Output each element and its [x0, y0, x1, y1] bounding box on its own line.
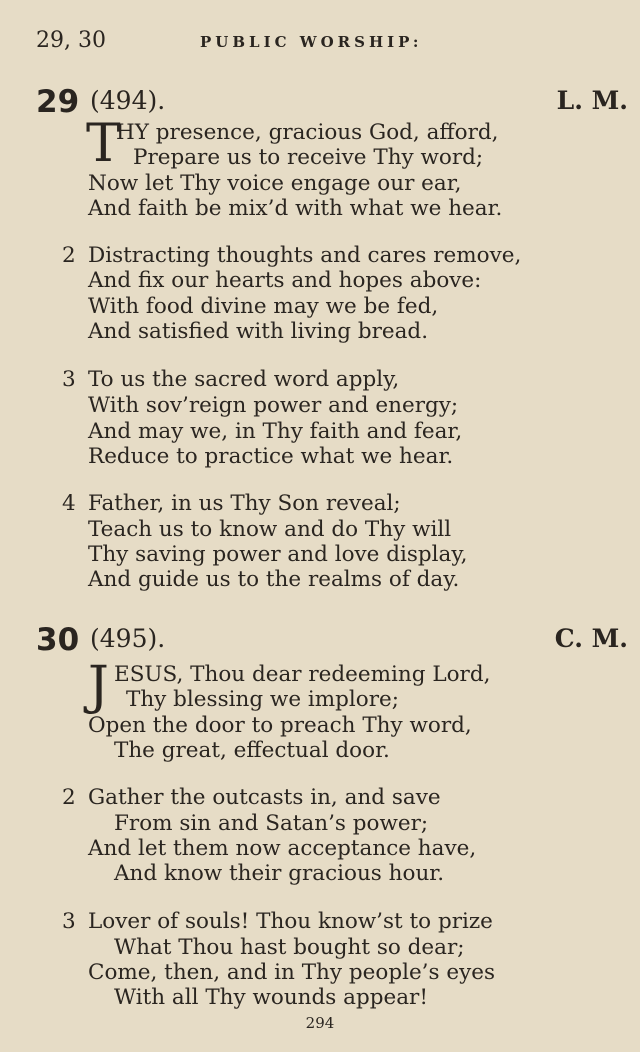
hymn-meter: C. M. — [554, 624, 628, 653]
verse-line: And may we, in Thy faith and fear, — [88, 419, 463, 444]
verse-number: 2 — [62, 243, 76, 268]
verse-line: From sin and Satan’s power; — [114, 811, 429, 836]
verse-line: Lover of souls! Thou know’st to prize — [88, 909, 493, 934]
verse-line: Teach us to know and do Thy will — [88, 517, 452, 542]
hymn-alt-number: (495). — [90, 624, 166, 653]
verse-line: Gather the outcasts in, and save — [88, 785, 441, 810]
hymn-meter: L. M. — [556, 86, 628, 115]
verse-line: With food divine may we be fed, — [88, 294, 439, 319]
verse-line: What Thou hast bought so dear; — [114, 935, 465, 960]
verse-line: And fix our hearts and hopes above: — [88, 268, 482, 293]
verse-line: Father, in us Thy Son reveal; — [88, 491, 401, 516]
verse-number: 3 — [62, 909, 76, 934]
page-number: 294 — [305, 1014, 335, 1032]
verse-line: Come, then, and in Thy people’s eyes — [88, 960, 496, 985]
verse-line: Prepare us to receive Thy word; — [133, 145, 484, 170]
running-head-title: PUBLIC WORSHIP: — [200, 33, 423, 51]
verse-number: 3 — [62, 367, 76, 392]
verse-line: ESUS, Thou dear redeeming Lord, — [114, 662, 491, 687]
hymn-number: 30 — [36, 622, 80, 658]
running-head-numbers: 29, 30 — [36, 28, 106, 53]
verse-line: With sov’reign power and energy; — [88, 393, 459, 418]
verse-line: Thy blessing we implore; — [126, 687, 399, 712]
verse-line: Thy saving power and love display, — [88, 542, 468, 567]
verse-line: With all Thy wounds appear! — [114, 985, 428, 1010]
verse-line: And satisfied with living bread. — [88, 319, 429, 344]
hymn-heading — [36, 622, 630, 658]
drop-cap: T — [86, 114, 121, 174]
verse-line: And let them now acceptance have, — [88, 836, 477, 861]
verse-line: The great, effectual door. — [114, 738, 390, 763]
verse-number: 2 — [62, 785, 76, 810]
hymn-number: 29 — [36, 84, 80, 120]
verse-line: Open the door to preach Thy word, — [88, 713, 472, 738]
hymn-heading — [36, 84, 630, 120]
verse-number: 4 — [62, 491, 76, 516]
verse-line: To us the sacred word apply, — [88, 367, 400, 392]
verse-line: And guide us to the realms of day. — [88, 567, 460, 592]
verse-line: HY presence, gracious God, afford, — [116, 120, 499, 145]
drop-cap: J — [88, 656, 109, 716]
verse-line: Reduce to practice what we hear. — [88, 444, 454, 469]
verse-line: And know their gracious hour. — [114, 861, 445, 886]
verse-line: Now let Thy voice engage our ear, — [88, 171, 462, 196]
hymn-alt-number: (494). — [90, 86, 166, 115]
verse-line: Distracting thoughts and cares remove, — [88, 243, 522, 268]
verse-line: And faith be mix’d with what we hear. — [88, 196, 503, 221]
